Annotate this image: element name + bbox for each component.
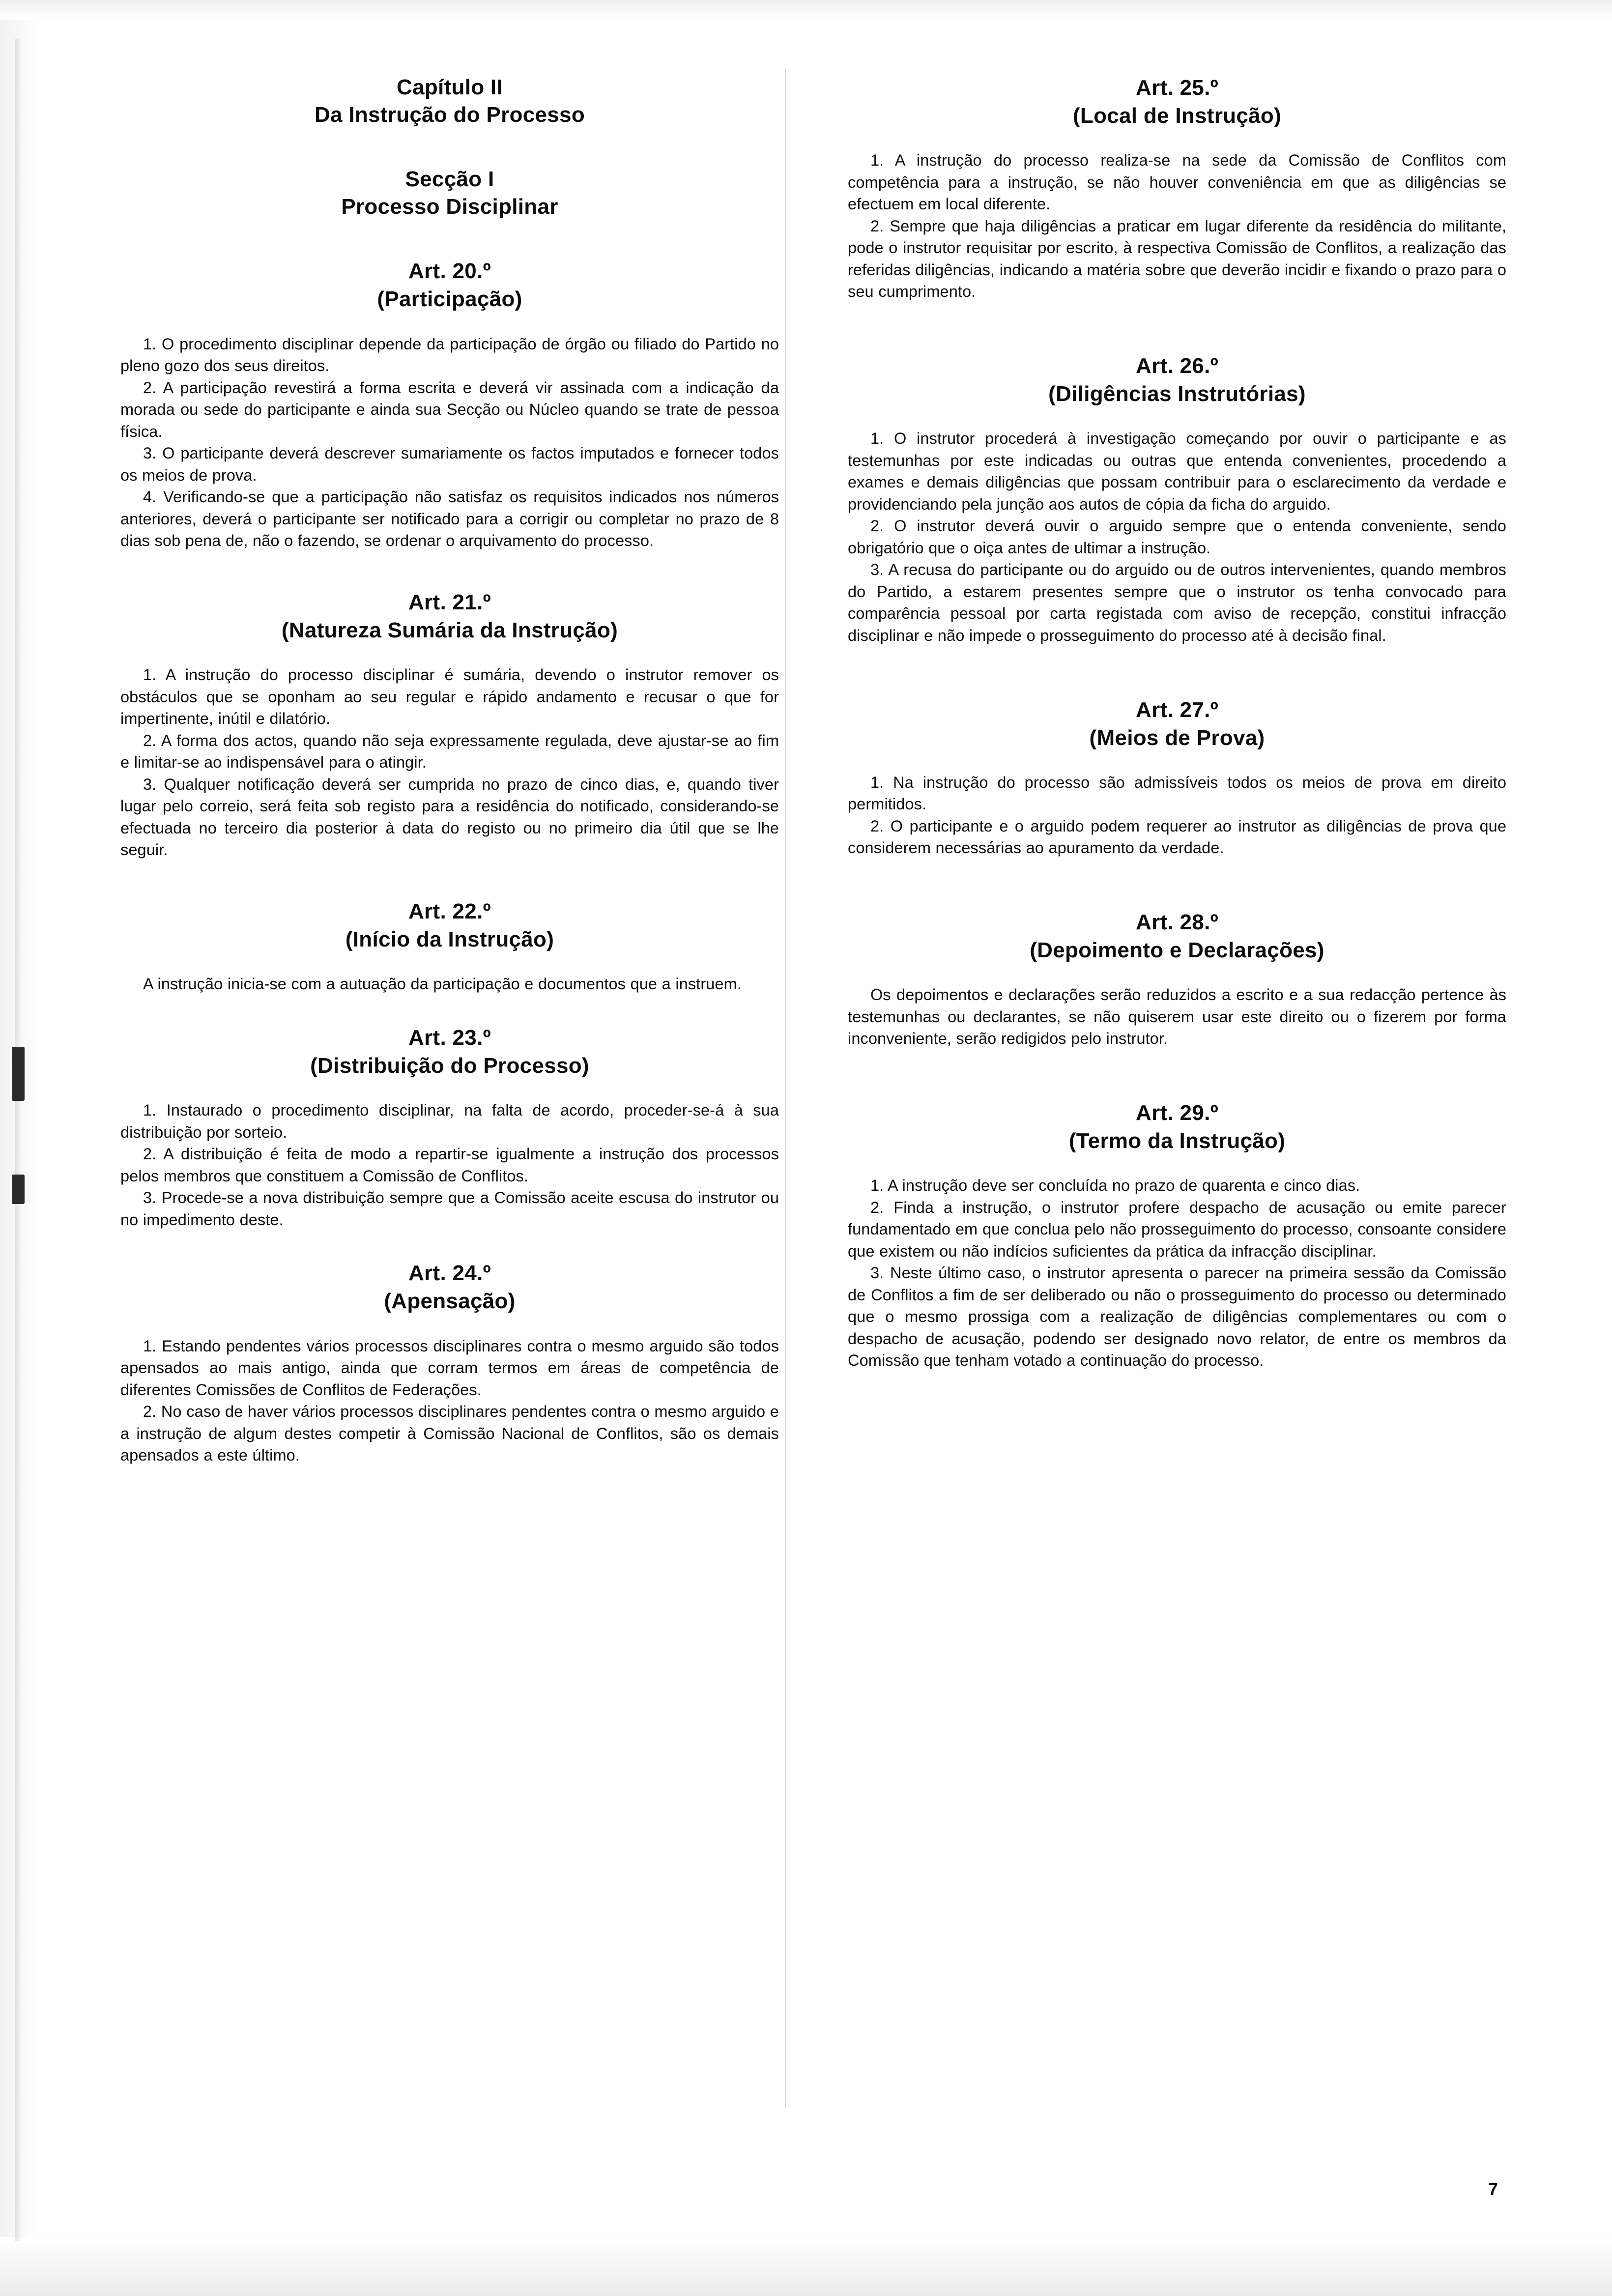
article-29-paragraph-2: 2. Finda a instrução, o instrutor profere despacho de acusação ou emite parecer fundamentado em que conclua pelo não prosseguimento do processo, consoante considere que existem ou não indícios suficientes da prática da infracção disciplinar.: [848, 1198, 1506, 1260]
article-number-21: Art. 21.º: [408, 590, 491, 614]
article-23-paragraph-2: 2. A distribuição é feita de modo a repartir-se igualmente a instrução dos processos pelos membros que constituem a Comissão de Conflitos.: [120, 1145, 779, 1185]
article-20-paragraph-4: 4. Verificando-se que a participação não satisfaz os requisitos indicados nos números anteriores, deverá o participante ser notificado para a corrigir ou completar no prazo de 8 dias sob pena de, não o fazendo, se ordenar o arquivamento do processo.: [120, 488, 779, 550]
article-title-27: (Meios de Prova): [1089, 725, 1265, 750]
article-title-21: (Natureza Sumária da Instrução): [281, 618, 618, 642]
chapter-heading-line2: Da Instrução do Processo: [314, 103, 585, 127]
article-23-paragraph-3: 3. Procede-se a nova distribuição sempre que a Comissão aceite escusa do instrutor ou no impedimento deste.: [120, 1189, 779, 1229]
article-20-paragraph-2: 2. A participação revestirá a forma escrita e deverá vir assinada com a indicação da morada ou sede do participante e ainda sua Secção ou Núcleo quando se trate de pessoa física.: [120, 378, 779, 440]
article-number-27: Art. 27.º: [1136, 697, 1218, 722]
article-number-26: Art. 26.º: [1136, 353, 1218, 378]
article-title-29: (Termo da Instrução): [1068, 1129, 1286, 1153]
article-title-23: (Distribuição do Processo): [310, 1053, 589, 1078]
article-title-24: (Apensação): [384, 1289, 516, 1314]
article-title-28: (Depoimento e Declarações): [1030, 938, 1324, 963]
article-26-paragraph-1: 1. O instrutor procederá à investigação começando por ouvir o participante e as testemunhas por este indicadas ou outras que entenda convenientes, procedendo a exames e demais diligências que possam contribuir para o esclarecimento da verdade e providenciando pela junção aos autos de cópia da ficha do arguido.: [848, 430, 1506, 513]
article-24-paragraph-2: 2. No caso de haver vários processos disciplinares pendentes contra o mesmo arguido e a instrução de algum destes competir à Comissão Nacional de Conflitos, são os demais apensados a este último.: [120, 1403, 779, 1464]
article-27-paragraph-2: 2. O participante e o arguido podem requerer ao instrutor as diligências de prova que considerem necessárias ao apuramento da verdade.: [848, 817, 1506, 857]
chapter-heading: [120, 74, 779, 129]
article-title-25: (Local de Instrução): [1072, 104, 1282, 128]
article-number-20: Art. 20.º: [408, 259, 491, 284]
article-29-paragraph-3: 3. Neste último caso, o instrutor apresenta o parecer na primeira sessão da Comissão de Conflitos a fim de ser deliberado ou não o prosseguimento do processo ou determinado que o mesmo prossiga com a realização de diligências complementares ou com o despacho de acusação, podendo ser designado novo relator, de entre os membros da Comissão que tenham votado a continuação do processo.: [848, 1264, 1506, 1370]
article-29-paragraph-1: 1. A instrução deve ser concluída no prazo de quarenta e cinco dias.: [870, 1177, 1360, 1195]
article-21-paragraph-2: 2. A forma dos actos, quando não seja expressamente regulada, deve ajustar-se ao fim e limitar-se ao indispensável para o atingir.: [120, 731, 779, 772]
article-20-paragraph-1: 1. O procedimento disciplinar depende da participação de órgão ou filiado do Partido no pleno gozo dos seus direitos.: [120, 335, 779, 375]
article-26-paragraph-2: 2. O instrutor deverá ouvir o arguido sempre que o entenda conveniente, sendo obrigatório que o oiça antes de ultimar a instrução.: [848, 517, 1506, 557]
section-heading: [120, 166, 779, 221]
right-column: [848, 74, 1506, 1466]
chapter-heading-line1: Capítulo II: [397, 75, 503, 99]
article-27-paragraph-1: 1. Na instrução do processo são admissíveis todos os meios de prova em direito permitidos.: [848, 773, 1506, 813]
article-22-paragraph-1: A instrução inicia-se com a autuação da participação e documentos que a instruem.: [143, 975, 742, 993]
section-heading-line1: Secção I: [405, 167, 494, 191]
article-number-25: Art. 25.º: [1136, 76, 1218, 100]
article-title-20: (Participação): [377, 287, 522, 312]
article-number-23: Art. 23.º: [408, 1025, 491, 1050]
article-25-paragraph-2: 2. Sempre que haja diligências a praticar em lugar diferente da residência do militante, pode o instrutor requisitar por escrito, à respectiva Comissão de Conflitos, a realização das referidas diligências, indicando a matéria sobre que deverão incidir e fixando o prazo para o seu cumprimento.: [848, 217, 1506, 301]
article-21-paragraph-1: 1. A instrução do processo disciplinar é sumária, devendo o instrutor remover os obstáculos que se oponham ao seu regular e rápido andamento e recusar o que for impertinente, inútil e dilatório.: [120, 666, 779, 728]
article-20-paragraph-3: 3. O participante deverá descrever sumariamente os factos imputados e fornecer todos os meios de prova.: [120, 444, 779, 484]
article-23-paragraph-1: 1. Instaurado o procedimento disciplinar, na falta de acordo, proceder-se-á à sua distribuição por sorteio.: [120, 1101, 779, 1141]
article-number-24: Art. 24.º: [408, 1261, 491, 1286]
article-number-29: Art. 29.º: [1136, 1100, 1218, 1125]
article-21-paragraph-3: 3. Qualquer notificação deverá ser cumprida no prazo de cinco dias, e, quando tiver lugar pelo correio, será feita sob registo para a residência do notificado, considerando-se efectuada no terceiro dia posterior à data do registo ou no primeiro dia útil que se lhe seguir.: [120, 775, 779, 859]
article-number-28: Art. 28.º: [1136, 910, 1218, 934]
article-24-paragraph-1: 1. Estando pendentes vários processos disciplinares contra o mesmo arguido são todos apensados ao mais antigo, ainda que corram termos em áreas de competência de diferentes Comissões de Conflitos de Federações.: [120, 1337, 779, 1399]
article-title-26: (Diligências Instrutórias): [1048, 382, 1306, 406]
article-title-22: (Início da Instrução): [345, 927, 554, 951]
article-25-paragraph-1: 1. A instrução do processo realiza-se na sede da Comissão de Conflitos com competência para a instrução, se não houver conveniência em que as diligências se efectuem em local diferente.: [848, 151, 1506, 213]
page-number: 7: [1488, 2179, 1498, 2199]
article-number-22: Art. 22.º: [408, 899, 491, 923]
section-heading-line2: Processo Disciplinar: [341, 194, 558, 219]
left-column: [120, 74, 779, 1466]
article-28-paragraph-1: Os depoimentos e declarações serão reduzidos a escrito e a sua redacção pertence às testemunhas ou declarantes, se não quiserem usar este direito ou o fizerem por forma inconveniente, serão redigidos pelo instrutor.: [848, 986, 1506, 1048]
article-26-paragraph-3: 3. A recusa do participante ou do arguido ou de outros intervenientes, quando membros do Partido, a estarem presentes sempre que o instrutor os tenha convocado para comparência pessoal por carta registada com aviso de recepção, constitui infracção disciplinar e não impede o prosseguimento do processo até à decisão final.: [848, 561, 1506, 644]
